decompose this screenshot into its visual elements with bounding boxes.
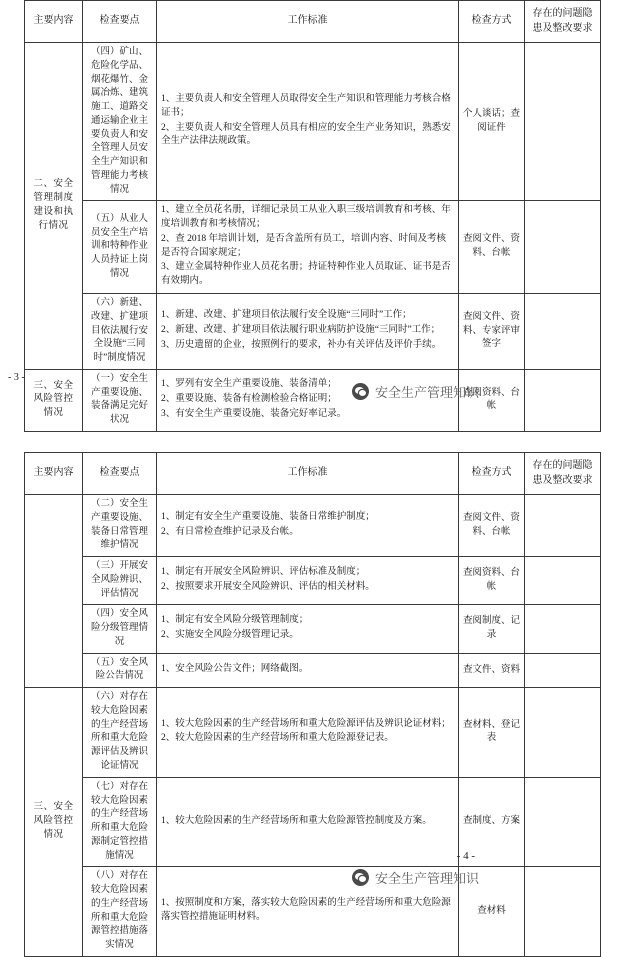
check-point-cell: （一）安全生产重要设施、装备满足完好状况 — [83, 369, 157, 431]
table-row — [25, 605, 601, 653]
column-header-check-method: 检查方式 — [459, 453, 525, 495]
standard-item: 1、制定有开展安全风险辨识、评估标准及制度； — [161, 566, 366, 577]
standard-item: 1、新建、改建、扩建项目依法履行安全设施“三同时”工作； — [161, 310, 412, 321]
column-header-check-point: 检查要点 — [83, 1, 157, 43]
standard-item: 1、较大危险因素的生产经营场所和重大危险源评估及辨识论证材料； — [161, 718, 451, 729]
check-method-cell: 查文件、资料 — [459, 653, 525, 688]
check-method-cell: 查材料 — [459, 867, 525, 957]
issues-cell — [525, 201, 601, 294]
standard-item: 1、制定有安全风险分级管理制度； — [161, 615, 309, 626]
work-standard-cell — [157, 201, 459, 294]
watermark-label: 安全生产管理知识 — [375, 871, 480, 886]
table-row — [25, 369, 601, 431]
table-header-row — [25, 453, 601, 495]
standard-item: 3、有安全生产重要设施、装备完好率记录。 — [161, 408, 347, 419]
standard-item: 2、较大危险因素的生产经营场所和重大危险源登记表。 — [161, 733, 394, 744]
issues-cell — [525, 495, 601, 557]
issues-cell — [525, 605, 601, 653]
check-method-cell: 查阅文件、资料、台帐 — [459, 201, 525, 294]
table-row — [25, 495, 601, 557]
check-point-cell: （二）安全生产重要设施、装备日常管理维护情况 — [83, 495, 157, 557]
standard-item: 1、罗列有安全生产重要设施、装备清单； — [161, 379, 337, 390]
work-standard-cell — [157, 777, 459, 867]
page-section-bottom — [0, 452, 625, 951]
table-row — [25, 43, 601, 201]
work-standard-cell — [157, 653, 459, 688]
check-point-cell: （五）安全风险公告情况 — [83, 653, 157, 688]
wechat-icon — [352, 383, 369, 400]
check-point-cell: （八）对存在较大危险因素的生产经营场所和重大危险源管控措施落实情况 — [83, 867, 157, 957]
check-point-cell: （四）矿山、危险化学品、烟花爆竹、金属冶炼、建筑施工、道路交通运输企业主要负责人和安全管理人员安全生产知识和管理能力考核情况 — [83, 43, 157, 201]
column-header-main-content: 主要内容 — [25, 453, 83, 495]
standard-item: 3、建立金属特种作业人员花名册；持证特种作业人员取证、证书是否有效期内。 — [161, 262, 451, 287]
inspection-table-top — [24, 0, 601, 432]
inspection-table-bottom — [24, 452, 601, 957]
check-point-cell: （三）开展安全风险辨识、评估情况 — [83, 557, 157, 605]
page-number-top: - 3 - — [8, 372, 25, 383]
check-method-cell: 查阅文件、资料、台帐 — [459, 495, 525, 557]
issues-cell — [525, 43, 601, 201]
row-group-label: 三、安全风险管控情况 — [25, 369, 83, 431]
table-row — [25, 867, 601, 957]
standard-item: 1、制定有安全生产重要设施、装备日常维护制度； — [161, 511, 375, 522]
standard-item: 2、新建、改建、扩建项目依法履行职业病防护设施“三同时”工作； — [161, 325, 441, 336]
column-header-work-standard: 工作标准 — [157, 453, 459, 495]
table-row — [25, 653, 601, 688]
standard-item: 1、安全风险公告文件；网络截图。 — [161, 664, 309, 675]
issues-cell — [525, 294, 601, 370]
column-header-issues: 存在的问题隐患及整改要求 — [525, 1, 601, 43]
table-row — [25, 294, 601, 370]
column-header-check-method: 检查方式 — [459, 1, 525, 43]
row-group-label: 三、安全风险管控情况 — [25, 688, 83, 957]
work-standard-cell — [157, 495, 459, 557]
standard-item: 2、主要负责人和安全管理人员具有相应的安全生产业务知识，熟悉安全生产法律法规政策。 — [161, 122, 451, 147]
work-standard-cell — [157, 43, 459, 201]
issues-cell — [525, 688, 601, 778]
issues-cell — [525, 867, 601, 957]
standard-item: 2、实施安全风险分级管理记录。 — [161, 630, 299, 640]
table-header-row — [25, 1, 601, 43]
watermark-label: 安全生产管理知识 — [375, 385, 480, 400]
table-row — [25, 201, 601, 294]
column-header-check-point: 检查要点 — [83, 453, 157, 495]
check-point-cell: （四）安全风险分级管理情况 — [83, 605, 157, 653]
watermark-bottom — [352, 868, 479, 887]
row-group-label: 二、安全管理制度建设和执行情况 — [25, 43, 83, 370]
standard-item: 3、历史遗留的企业，按照例行的要求，补办有关评估及评价手续。 — [161, 339, 442, 350]
check-method-cell: 查阅资料、台帐 — [459, 369, 525, 431]
standard-item: 1、建立全员花名册，详细记录员工从业入职三级培训教育和考核、年度培训教育和考核情况； — [161, 205, 451, 230]
page-section-top — [0, 0, 625, 440]
column-header-issues: 存在的问题隐患及整改要求 — [525, 453, 601, 495]
standard-item: 2、有日常检查维护记录及台帐。 — [161, 526, 299, 537]
check-point-cell: （六）新建、改建、扩建项目依法履行安全设施“三同时”制度情况 — [83, 294, 157, 370]
column-header-main-content: 主要内容 — [25, 1, 83, 43]
watermark-top — [352, 382, 479, 401]
check-method-cell: 查阅资料、台帐 — [459, 557, 525, 605]
work-standard-cell — [157, 557, 459, 605]
table-row — [25, 688, 601, 778]
issues-cell — [525, 653, 601, 688]
work-standard-cell — [157, 294, 459, 370]
standard-item: 1、主要负责人和安全管理人员取得安全生产知识和管理能力考核合格证书； — [161, 94, 451, 118]
check-method-cell: 查阅制度、记录 — [459, 605, 525, 653]
standard-item: 2、重要设施、装备有检测检验合格证明； — [161, 393, 337, 404]
wechat-icon — [352, 869, 369, 886]
row-group-label-empty — [25, 495, 83, 688]
table-row — [25, 557, 601, 605]
standard-item: 2、按照要求开展安全风险辨识、评估的相关材料。 — [161, 581, 375, 592]
issues-cell — [525, 557, 601, 605]
check-point-cell: （五）从业人员安全生产培训和特种作业人员持证上岗情况 — [83, 201, 157, 294]
work-standard-cell — [157, 688, 459, 778]
work-standard-cell — [157, 605, 459, 653]
check-method-cell: 个人谈话；查阅证件 — [459, 43, 525, 201]
column-header-work-standard: 工作标准 — [157, 1, 459, 43]
issues-cell — [525, 369, 601, 431]
issues-cell — [525, 777, 601, 867]
standard-item: 1、按照制度和方案，落实较大危险因素的生产经营场所和重大危险源落实管控措施证明材料。 — [161, 898, 451, 923]
check-point-cell: （七）对存在较大危险因素的生产经营场所和重大危险源制定管控措施情况 — [83, 777, 157, 867]
standard-item: 2、查 2018 年培训计划，是否含盖所有员工，培训内容、时间及考核是否符合国家规定； — [161, 233, 447, 258]
standard-item: 1、较大危险因素的生产经营场所和重大危险源管控制度及方案。 — [161, 815, 432, 826]
check-method-cell: 查制度、方案 — [459, 777, 525, 867]
check-point-cell: （六）对存在较大危险因素的生产经营场所和重大危险源评估及辨识论证情况 — [83, 688, 157, 778]
table-row — [25, 777, 601, 867]
check-method-cell: 查材料、登记表 — [459, 688, 525, 778]
page-number-bottom: - 4 - — [456, 850, 475, 862]
check-method-cell: 查阅文件、资料、专家评审签字 — [459, 294, 525, 370]
